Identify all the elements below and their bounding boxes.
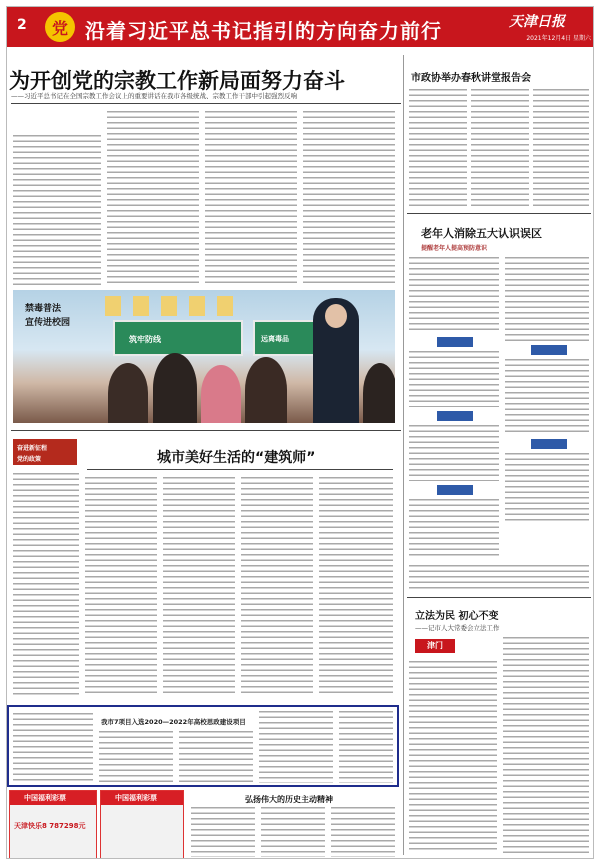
city-text-col-3 bbox=[163, 477, 235, 697]
highlight-text-col-1 bbox=[13, 713, 93, 783]
right-bottom-text-1 bbox=[409, 661, 497, 853]
article-text-col-3 bbox=[205, 111, 297, 287]
bottom-text-col-1 bbox=[191, 807, 255, 857]
display-board: 筑牢防线 bbox=[113, 320, 243, 356]
lottery-ad-1: 中国福利彩票 天津快乐8 787298元 bbox=[9, 790, 97, 859]
city-text-col-4 bbox=[241, 477, 313, 697]
article-text-col-4 bbox=[303, 111, 395, 287]
main-subhead: ——习近平总书记在全国宗教工作会议上的重要讲话在我市各级统战、宗教工作干部中引起强烈反响 bbox=[11, 92, 297, 100]
highlight-text-col-4 bbox=[259, 711, 333, 783]
photo-caption: 禁毒普法 宣传进校园 bbox=[25, 304, 71, 328]
divider bbox=[407, 213, 591, 214]
right-mid-subhead: 提醒老年人提高预防意识 bbox=[421, 245, 488, 252]
city-text-col-1 bbox=[13, 473, 79, 697]
right-bottom-headline: 立法为民 初心不变 bbox=[415, 611, 499, 622]
right-mid-text-2 bbox=[505, 257, 589, 341]
right-mid-text-1 bbox=[409, 257, 499, 333]
highlight-text-col-5 bbox=[339, 711, 393, 783]
column-tag: 奋进新征程 党的政策 bbox=[13, 439, 77, 465]
newspaper-logo: 天津日报 bbox=[509, 14, 565, 30]
party-emblem-icon: 党 bbox=[45, 12, 75, 42]
bottom-text-col-2 bbox=[261, 807, 325, 857]
right-bottom-subhead: ——记市人大常委会立法工作 bbox=[415, 624, 500, 632]
city-text-col-5 bbox=[319, 477, 393, 697]
highlight-text-col-3 bbox=[179, 731, 253, 783]
article-text-col-1 bbox=[13, 135, 101, 285]
divider bbox=[87, 469, 393, 470]
bottom-text-col-3 bbox=[331, 807, 395, 857]
divider bbox=[11, 430, 401, 431]
city-article-headline: 城市美好生活的“建筑师” bbox=[157, 450, 316, 466]
divider bbox=[407, 597, 591, 598]
right-top-headline: 市政协举办春秋讲堂报告会 bbox=[411, 73, 531, 84]
bottom-article-headline: 弘扬伟大的历史主动精神 bbox=[245, 795, 333, 804]
page-number: 2 bbox=[17, 17, 27, 33]
right-mid-headline: 老年人消除五大认识误区 bbox=[421, 227, 542, 240]
city-text-col-2 bbox=[85, 477, 157, 697]
display-board-2: 远离毒品 bbox=[253, 320, 323, 356]
right-top-text-2 bbox=[471, 89, 529, 207]
right-bottom-text-2 bbox=[503, 637, 589, 853]
issue-date: 2021年12月4日 星期六 bbox=[526, 35, 591, 42]
news-photo bbox=[13, 290, 395, 423]
newspaper-page bbox=[6, 6, 594, 859]
highlight-text-col-2 bbox=[99, 731, 173, 783]
right-top-text-1 bbox=[409, 89, 467, 207]
page-header bbox=[7, 7, 594, 47]
main-headline: 为开创党的宗教工作新局面努力奋斗 bbox=[9, 69, 345, 93]
column-tag-jinmen: 津门 bbox=[415, 639, 455, 653]
highlighted-headline: 我市7项目入选2020—2022年高校思政建设项目 bbox=[101, 718, 246, 726]
section-title: 沿着习近平总书记指引的方向奋力前行 bbox=[85, 19, 442, 43]
lottery-ad-2: 中国福利彩票 bbox=[100, 790, 184, 859]
police-officer bbox=[313, 298, 359, 423]
divider bbox=[11, 103, 401, 104]
right-top-text-3 bbox=[533, 89, 589, 207]
column-divider bbox=[403, 55, 404, 855]
article-text-col-2 bbox=[107, 111, 199, 287]
